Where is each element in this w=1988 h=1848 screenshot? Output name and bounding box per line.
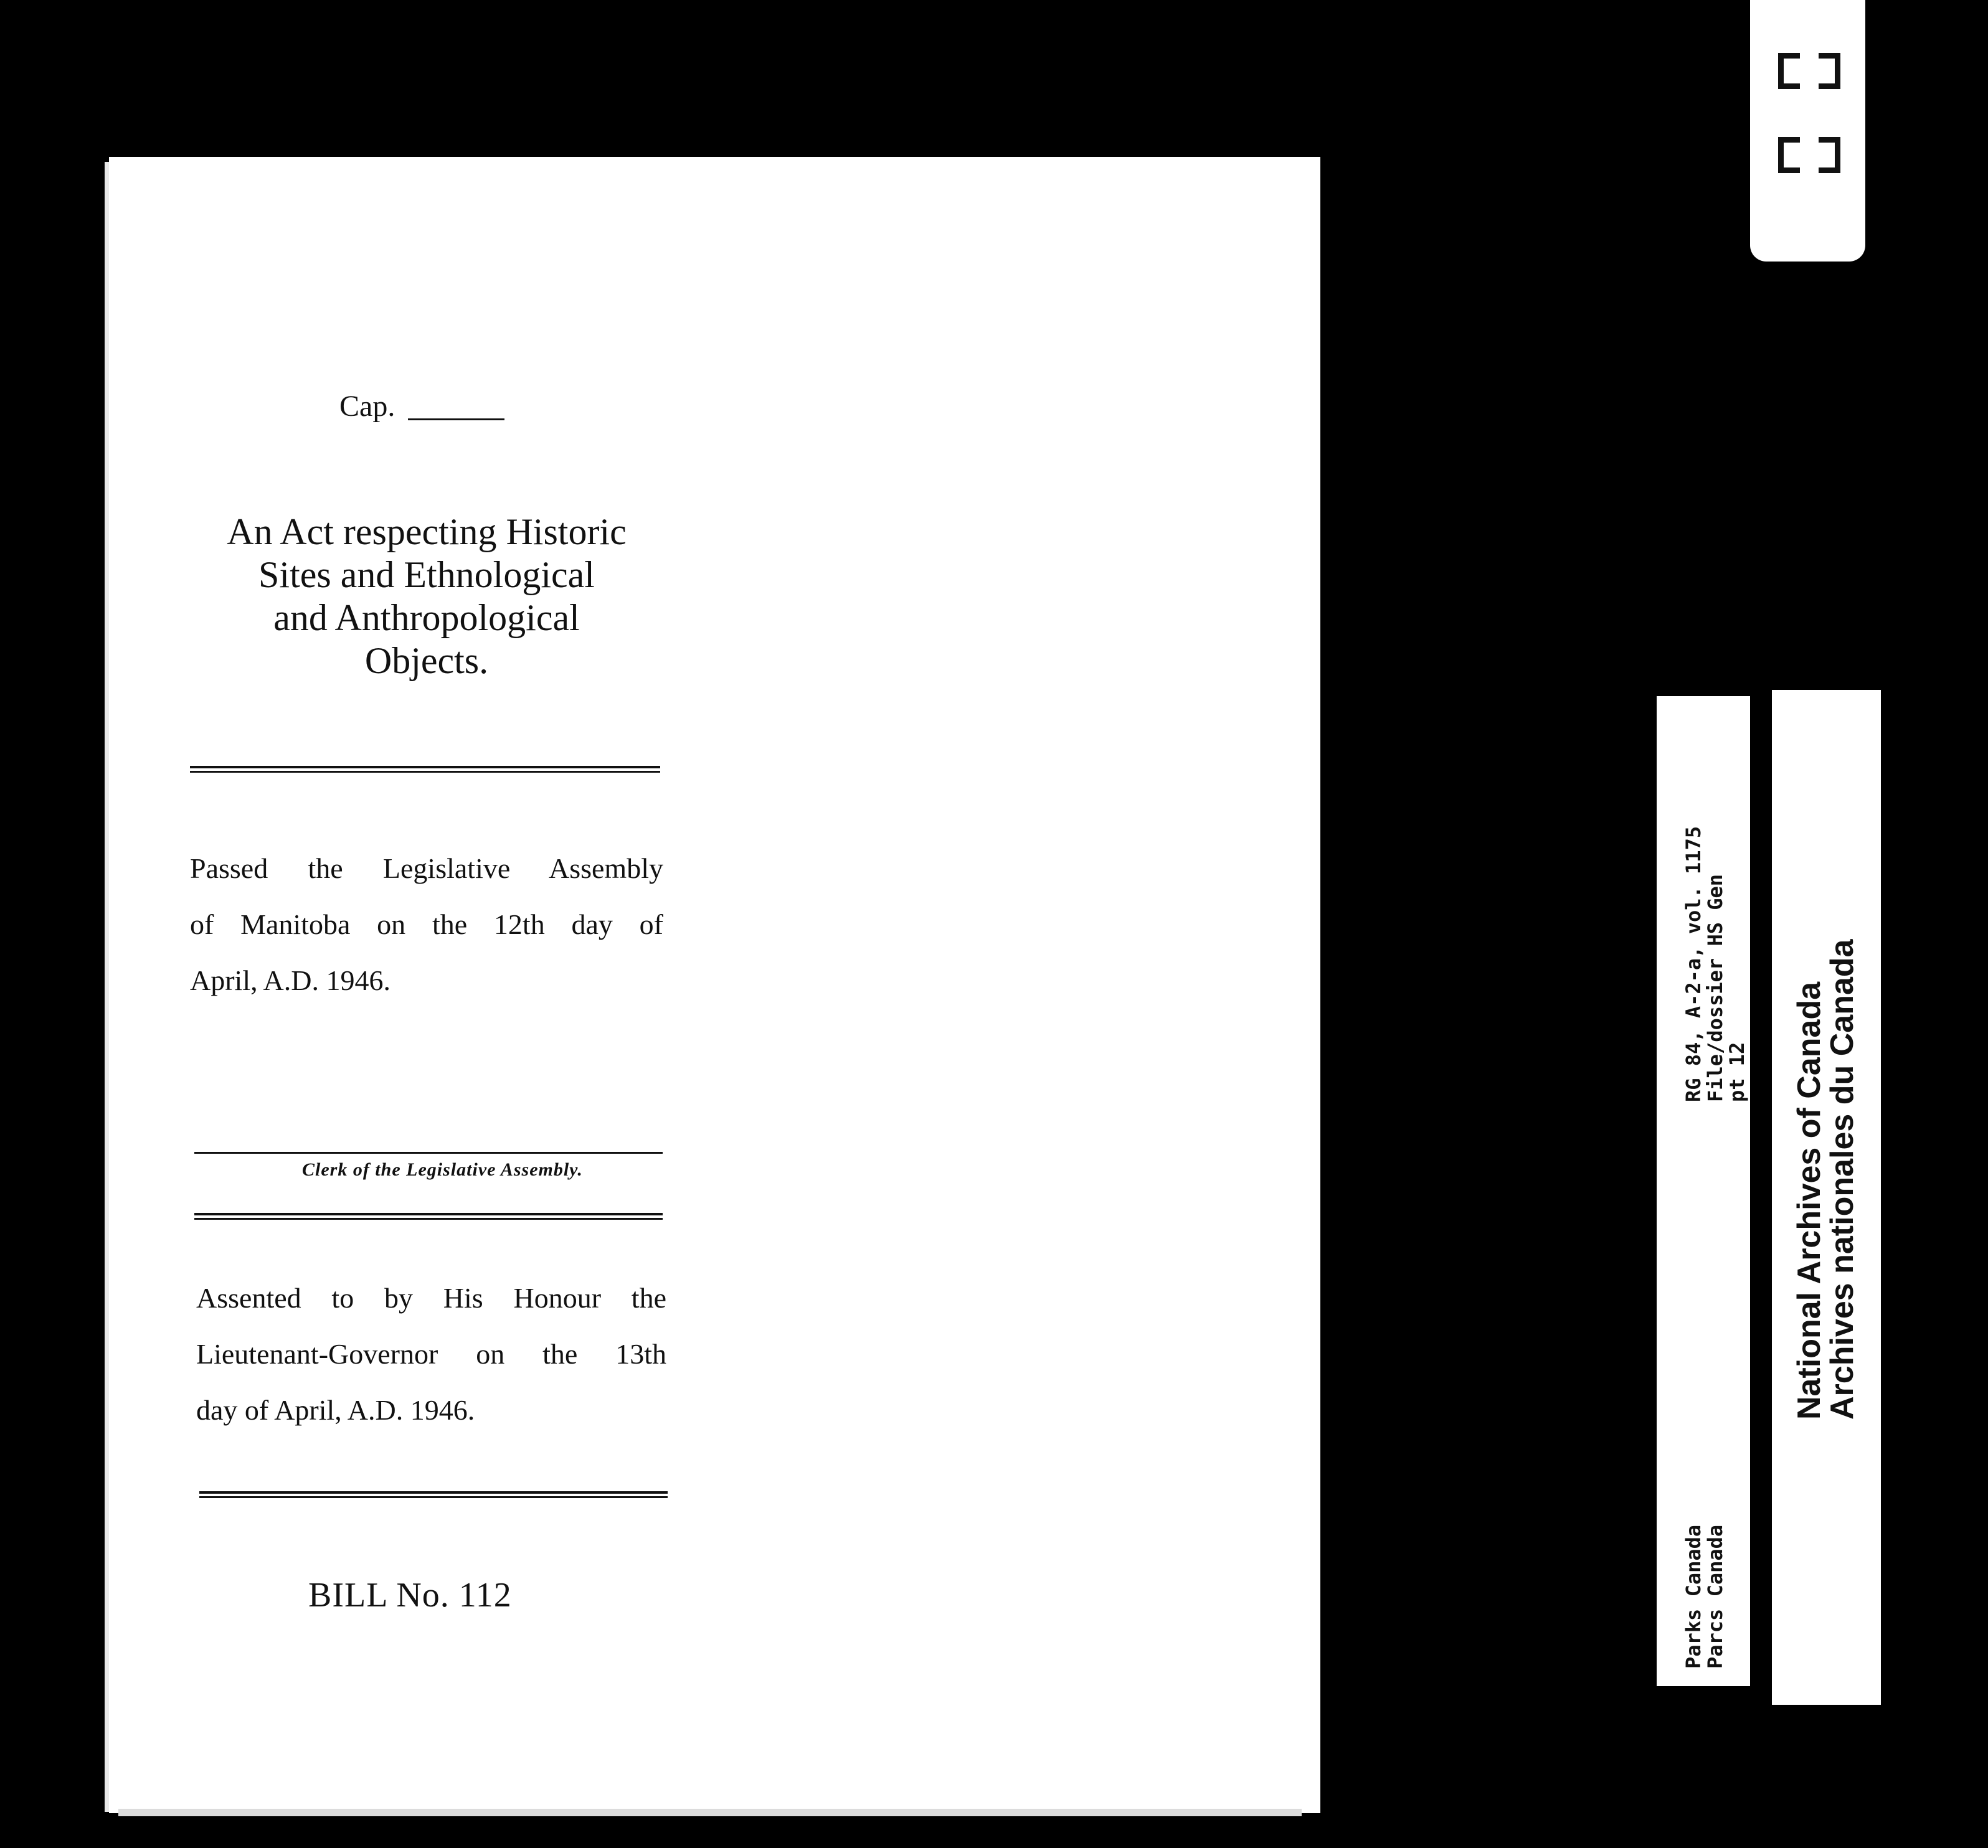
corner-bracket-icon [1819,53,1840,89]
cap-blank-line [408,418,504,420]
cap-label: Cap. [339,390,395,423]
bill-number: BILL No. 112 [308,1576,512,1615]
title-line: and Anthropological [273,597,580,638]
agency-line: Parcs Canada [1703,1524,1727,1669]
corner-bracket-icon [1778,53,1800,89]
title-line: An Act respecting Historic [227,511,627,552]
institution-line: National Archives of Canada [1791,981,1827,1420]
assented-line: day of April, A.D. 1946. [196,1394,475,1426]
title-line: Objects. [364,640,489,681]
double-rule [199,1491,668,1494]
passed-line: Passed the Legislative Assembly [190,852,663,884]
reference-line: RG 84, A-2-a, vol. 1175 [1682,826,1705,1102]
passed-line: of Manitoba on the 12th day of [190,908,663,940]
double-rule [190,766,660,768]
corner-bracket-icon [1819,137,1840,173]
title-line: Sites and Ethnological [258,554,595,595]
reference-line: File/dossier HS Gen [1703,874,1727,1102]
assented-line: Lieutenant-Governor on the 13th [196,1338,666,1370]
assented-line: Assented to by His Honour the [196,1282,666,1314]
reference-line: pt 12 [1725,1042,1749,1102]
institution-line: Archives nationales du Canada [1824,939,1860,1420]
signature-line [194,1152,663,1154]
corner-bracket-icon [1778,137,1800,173]
passed-statement [190,841,663,1009]
paper-bottom-edge [118,1809,1302,1816]
agency-line: Parks Canada [1682,1524,1705,1669]
bill-title [181,511,673,682]
double-rule [194,1213,663,1215]
film-corner-marker [1750,0,1865,262]
clerk-caption: Clerk of the Legislative Assembly. [302,1159,583,1180]
passed-line: April, A.D. 1946. [190,964,391,996]
assented-statement [196,1270,666,1438]
